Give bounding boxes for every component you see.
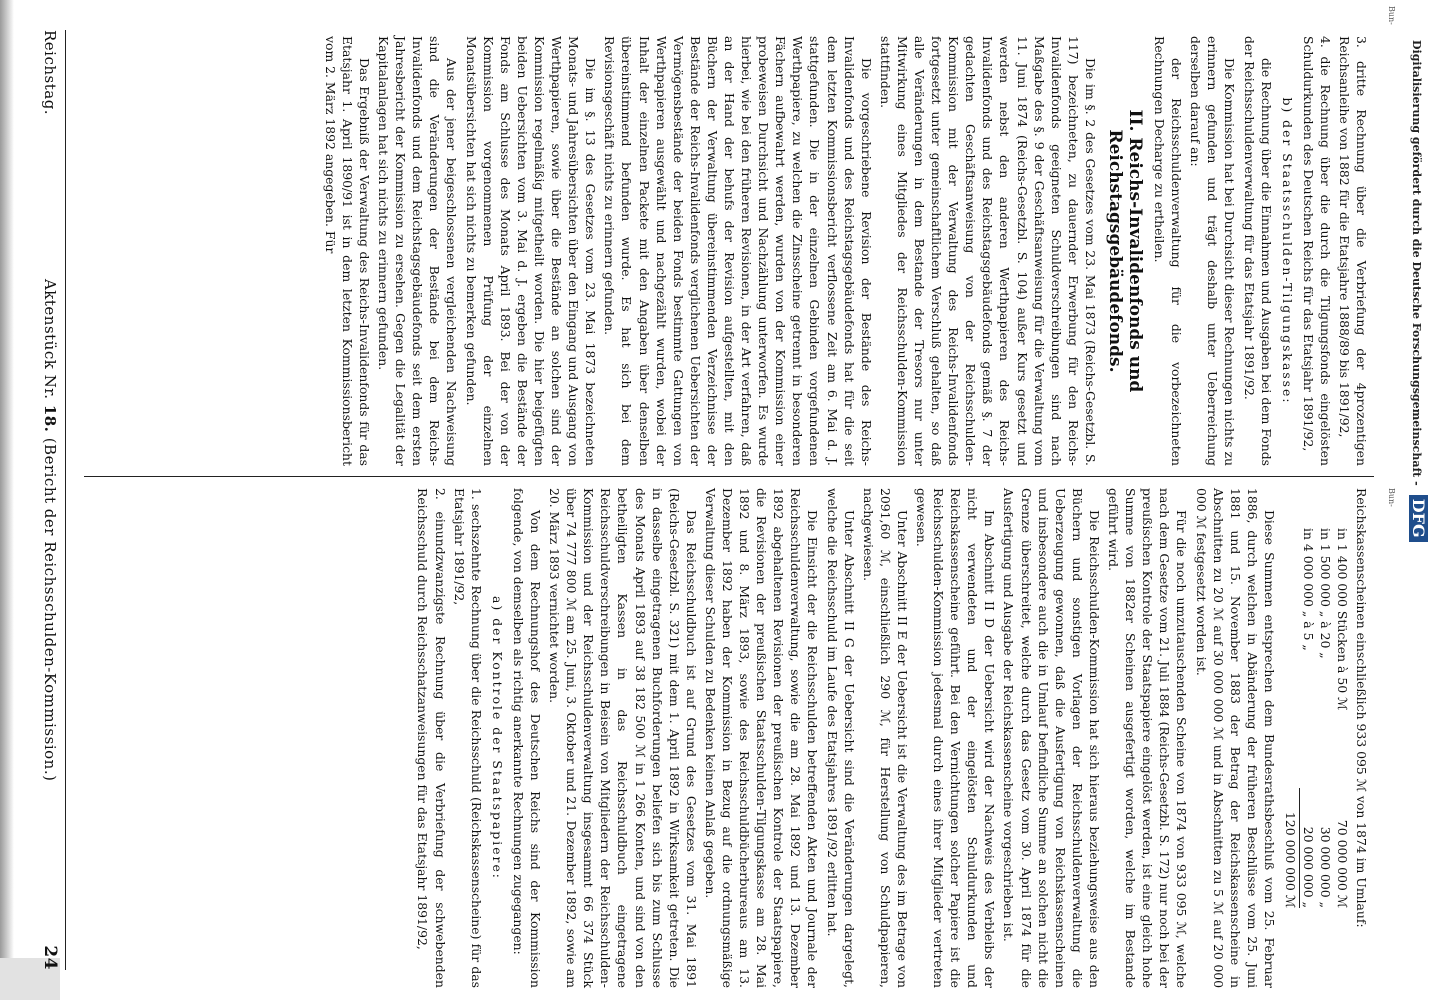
- amount-total: 120 000 000 ℳ: [1282, 528, 1300, 988]
- paragraph: Das Reichsschuldbuch ist auf Grund des Gesetzes vom 31. Mai 1891 (Reichs-Gesetzbl. S. 321) mit dem 1. April 1892 in Wirksamkeit getreten. Die in dasselbe eingetragenen Buchforderungen beliefen sich bis zum Schlusse des Monats April 1893 auf 38 182 500 ℳ in 1 266 Konten, und sind von den betheiligten Kassen in das Reichsschuldbuch eingetragene Reichsschuldverschreibungen in Beisein von Mitgliedern der Reichsschulden-Kommission und der Reichsschuldenverwaltung insgesammt 66 374 Stück über 74 777 800 ℳ am 25. Juni, 3. Oktober und 21. Dezember 1892, sowie am 20. März 1893 vernichtet worden.: [547, 488, 699, 988]
- paragraph: Die im §. 13 des Gesetzes vom 23. Mai 1873 bezeichneten Monats- und Jahresübersichten über den Eingang und Ausgang von Werthpapieren, sowie über die Bestände an solchen sind der Kommission regelmäßig mitgetheilt worden. Die hier beigefügten beiden Uebersichten vom 3. Mai d. J. ergeben die Bestände der Fonds am Schlusse des Monats April 1893. Bei der von der Kommission vorgenommenen Prüfung der einzelnen Monatsübersichten hat sich nichts zu bemerken gefunden.: [463, 36, 599, 466]
- list-item: 3. dritte Rechnung über die Verbriefung der 4prozentigen Reichsanleihe von 1882 für die Etatsjahre 1888/89 bis 1891/92,: [1336, 36, 1369, 466]
- list-item: 2. einundzwanzigste Rechnung über die Verbriefung der schwebenden Reichsschuld durch Reichsschatzanweisungen für das Etatsjahr 1891/92,: [415, 488, 448, 988]
- running-header: [40, 30, 60, 970]
- paragraph: Für die noch umzutauschenden Scheine von 1874 von 933 095 ℳ, welche nach dem Gesetze vom 21. Juli 1884 (Reichs-Gesetzbl. S. 172) nur noch bei der preußischen Kontrole der Staatspapiere eingelöst werden, ist eine gleich hohe Summe von 1882er Scheinen ausgefertigt worden, welche im Bestande geführt wird.: [1106, 488, 1190, 988]
- paragraph: Die Reichsschulden-Kommission hat sich hieraus beziehungsweise aus den Büchern und sonstigen Vorlagen der Reichsschuldenverwaltung die Ueberzeugung gewonnen, daß die Ausfertigung von Reichskassenscheinen und insbesondere auch die in Umlauf befindliche Summe an solchen nicht die Grenze überschreitet, welche durch das Gesetz vom 30. April 1874 für die Ausfertigung und Ausgabe der Reichskassenscheine vorgeschrieben ist.: [1001, 488, 1102, 988]
- paragraph: Die im §. 2 des Gesetzes vom 23. Mai 1873 (Reichs-Gesetzbl. S. 117) bezeichneten, zu dauernder Erwerbung für den Reichs-Invalidenfonds geeigneten Schuldverschreibungen sind nach Maßgabe des §. 9 der Geschäftsanweisung für die Verwaltung vom 11. Juni 1874 (Reichs-Gesetzbl. S. 104) außer Kurs gesetzt und werden nebst den anderen Werthpapieren des Reichs-Invalidenfonds und des Reichstagsgebäudefonds gemäß §. 7 der gedachten Geschäftsanweisung von der Reichsschulden-Kommission mit der Verwaltung des Reichs-Invalidenfonds fortgesetzt unter gemeinschaftlichem Verschluß gehalten, so daß alle Veränderungen in dem Bestande der Tresors nur unter Mitwirkung eines Mitgliedes der Reichsschulden-Kommission stattfinden.: [877, 36, 1098, 466]
- left-column: [412, 488, 1370, 988]
- amount-row: in 1 500 000 „ à 20 „ 30 000 000 „: [1317, 528, 1333, 908]
- section-a-heading: a) der Kontrole der Staatspapiere:: [489, 596, 505, 880]
- paragraph: Aus der jener beigeschlossenen vergleichenden Nachweisung sind die Veränderungen der Bestände bei dem Reichs-Invalidenfonds und dem Reichstagsgebäudefonds seit dem ersten Jahresbericht der Kommission zu ersehen. Gegen die Legalität der Kapitalanlagen hat sich nichts zu erinnern gefunden.: [376, 36, 460, 466]
- amounts-table: [1282, 528, 1351, 988]
- paragraph: Unter Abschnitt II E der Uebersicht ist die Verwaltung des im Betrage von 2091,60 ℳ, einschließlich 290 ℳ, für Herstellung von Schuldpapieren, nachgewiesen.: [860, 488, 910, 988]
- dfg-logo: DFG: [1409, 495, 1428, 542]
- margin-note: Bun-: [1387, 6, 1396, 25]
- paragraph: die Rechnung über die Einnahmen und Ausgaben bei dem Fonds der Reichsschuldenverwaltung für das Etatsjahr 1891/92.: [1241, 36, 1274, 466]
- paragraph: Die Kommission hat bei Durchsicht dieser Rechnungen nichts zu erinnern gefunden und trägt deshalb unter Ueberreichung derselben darauf an:: [1188, 36, 1238, 466]
- paragraph: Diese Summen entsprechen dem Bundesrathsbeschluß vom 25. Februar 1886, durch welchen in Abänderung der früheren Beschlüsse vom 25. Juni 1881 und 15. November 1883 der Betrag der Reichskassenscheine in Abschnitten zu 20 ℳ auf 30 000 000 ℳ und in Abschnitten zu 5 ℳ auf 20 000 000 ℳ festgesetzt worden ist.: [1193, 488, 1277, 988]
- circulation-intro: Reichskassenscheinen einschließlich 933 095 ℳ von 1874 im Umlauf:: [1354, 488, 1369, 928]
- paragraph: Das Ergebniß der Verwaltung des Reichs-Invalidenfonds für das Etatsjahr 1. April 1890/91 ist in dem letzten Kommissionsbericht vom 2. März 1892 angegeben. Für: [322, 36, 373, 466]
- section-heading: II. Reichs-Invalidenfonds und Reichstagsgebäudefonds.: [1104, 109, 1145, 393]
- paragraph: Von dem Rechnungshof des Deutschen Reichs sind der Kommission folgende, von demselben als richtig anerkannte Rechnungen zugegangen:: [510, 488, 543, 988]
- list-item: 1. sechszehnte Rechnung über die Reichsschuld (Reichskassenscheine) für das Etatsjahr 1891/92,: [451, 488, 484, 988]
- document-reference: Aktenstück Nr. 18. (Bericht der Reichsschulden-Kommission.): [41, 278, 59, 782]
- digitization-credit: [1409, 40, 1428, 940]
- column-divider: [84, 476, 1374, 477]
- section-b-heading: b) der Staatsschulden-Tilgungskasse:: [1279, 97, 1295, 405]
- amount-row: in 1 400 000 Stücken à 50 ℳ 70 000 000 ℳ: [1334, 528, 1350, 908]
- right-column: [320, 36, 1370, 466]
- scan-edge: [0, 0, 14, 1000]
- page-number: 24: [40, 945, 60, 970]
- amount-row: in 4 000 000 „ à 5 „ 20 000 000 „: [1300, 528, 1316, 908]
- paragraph: Die vorgeschriebene Revision der Bestände des Reichs-Invalidenfonds und des Reichstagsgebäudefonds hat für die seit dem letzten Kommissionsbericht verflossene Zeit am 6. Mai d. J. stattgefunden. Die in der einzelnen Gebinden vorgefundenen Werthpapiere, zu welchen die Zinsscheine getrennt in besonderen Fächern aufbewahrt werden, wurden von der Kommission einer probeweisen Durchsicht und Nachzählung unterworfen. Es wurde hierbei, wie bei den früheren Revisionen, in der Art verfahren, daß an der Hand der behufs der Revision aufgestellten, mit den Büchern der Verwaltung übereinstimmenden Verzeichnisse der Bestände der Reichs-Invalidenfonds verglichenen Uebersichten der Vermögensbestände der beiden Fonds bestimmte Gattungen von Werthpapieren ausgewählt und nachgezählt wurden, wobei der Inhalt der einzelnen Packete mit den Angaben über denselben übereinstimmend befunden wurde. Es hat sich bei dem Revisionsgeschäft nichts zu erinnern gefunden.: [602, 36, 874, 466]
- paragraph: der Reichsschuldenverwaltung für die vorbezeichneten Rechnungen Decharge zu ertheilen.: [1152, 36, 1185, 466]
- header-rule: [65, 30, 66, 970]
- margin-note: Bun-: [1387, 488, 1396, 507]
- paragraph: Unter Abschnitt II G der Uebersicht sind die Veränderungen dargelegt, welche die Reichsschuld im Laufe des Etatsjahres 1891/92 erlitten hat.: [824, 488, 857, 988]
- credit-text: Digitalisierung gefördert durch die Deutsche Forschungsgemeinschaft -: [1410, 40, 1423, 486]
- journal-name: Reichstag.: [41, 30, 59, 116]
- paragraph: Die Einsicht der die Reichsschulden betreffenden Akten und Journale der Reichsschuldenverwaltung, sowie die am 28. Mai 1892 und 13. Dezember 1892 abgehaltenen Revisionen der preußischen Kontrole der Staatspapiere, die Revisionen der preußischen Staatsschulden-Tilgungskasse am 28. Mai 1892 und 8. März 1893, sowie des Reichsschuldbücherbureaus am 13. Dezember 1892 haben der Kommission in Bezug auf die ordnungsmäßige Verwaltung dieser Schulden zu Bedenken keinen Anlaß gegeben.: [702, 488, 821, 988]
- paragraph: Im Abschnitt II D der Uebersicht wird der Nachweis des Verbleibs der nicht verwendeten und der eingelösten Schuldurkunden und Reichskassenscheine geführt. Bei den Vernichtungen solcher Papiere ist die Reichsschulden-Kommission jedesmal durch eines ihrer Mitglieder vertreten gewesen.: [914, 488, 998, 988]
- list-item: 4. die Rechnung über die durch die Tilgungsfonds eingelösten Schuldurkunden des Deutschen Reichs für das Etatsjahr 1891/92,: [1300, 36, 1333, 466]
